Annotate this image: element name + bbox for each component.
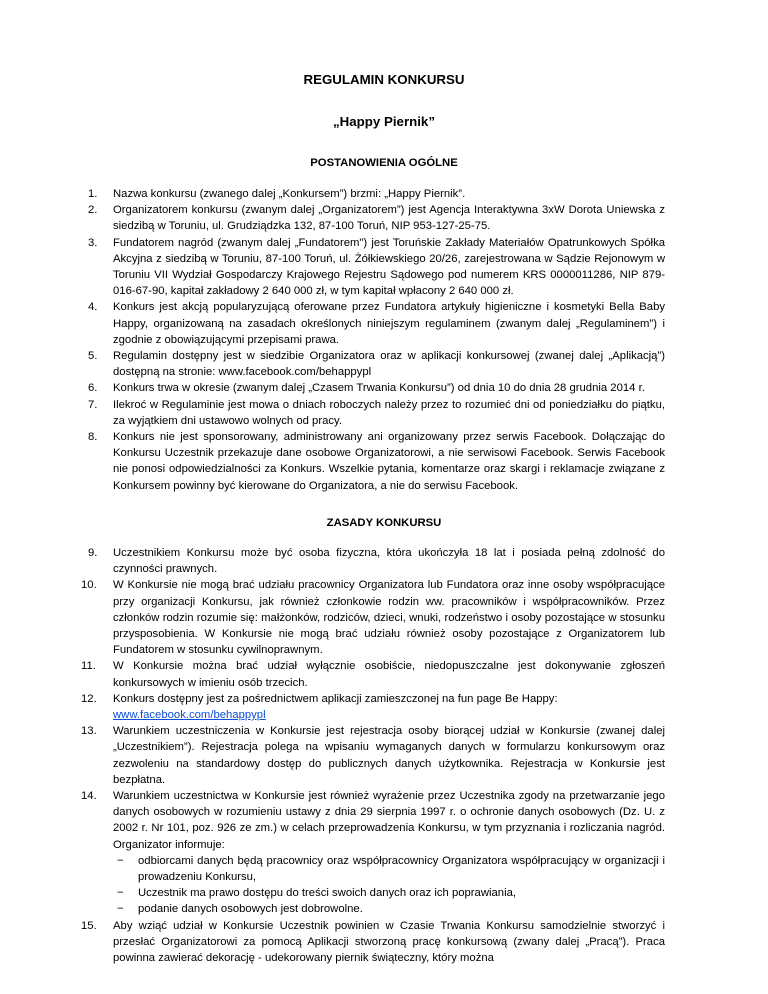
item-number: 5.	[88, 350, 98, 363]
item-text: Nazwa konkursu (zwanego dalej „Konkursem”) brzmi: „Happy Piernik”.	[113, 188, 466, 200]
list-item	[88, 202, 665, 234]
section-general-list	[88, 186, 665, 494]
sub-list-item	[113, 885, 665, 901]
list-item	[88, 348, 665, 380]
item-number: 2.	[88, 204, 98, 217]
list-item	[88, 380, 665, 396]
item-number: 7.	[88, 398, 98, 411]
sub-list	[113, 853, 665, 918]
item-number: 11.	[81, 660, 96, 673]
item-number: 6.	[88, 382, 98, 395]
item-text: Uczestnikiem Konkursu może być osoba fizyczna, która ukończyła 18 lat i posiada pełną zdolność do czynności prawnych.	[113, 547, 665, 576]
list-item	[81, 918, 665, 967]
item-number: 13.	[81, 725, 97, 738]
item-number: 10.	[81, 579, 97, 592]
document-title: REGULAMIN KONKURSU	[303, 72, 465, 87]
list-item	[88, 235, 665, 300]
item-text: W Konkursie można brać udział wyłącznie osobiście, niedopuszczalne jest dokonywanie zgłoszeń konkursowych w imieniu osób trzecich.	[113, 660, 665, 689]
dash-bullet: −	[117, 854, 124, 867]
dash-bullet: −	[117, 903, 124, 916]
list-item	[81, 723, 665, 788]
item-text: Konkurs nie jest sponsorowany, administrowany ani organizowany przez serwis Facebook. Dołączając do Konkursu Uczestnik przekazuje dane osobowe Organizatorowi, a nie serwisowi Facebook. Serwis Facebook nie ponosi odpowiedzialności za Konkurs. Wszelkie pytania, komentarze oraz skargi i reklamacje związane z Konkursem powinny być kierowane do Organizatora, a nie do serwisu Facebook.	[113, 431, 665, 492]
list-item	[88, 299, 665, 348]
item-text: Warunkiem uczestnictwa w Konkursie jest również wyrażenie przez Uczestnika zgody na przetwarzanie jego danych osobowych w rozumieniu ustawy z dnia 29 sierpnia 1997 r. o ochronie danych osobowych (Dz. U. z 2002 r. Nr 101, poz. 926 ze zm.) w celach przeprowadzenia Konkursu, w tym przyznania i rozliczania nagród. Organizator informuje:	[113, 790, 665, 851]
item-text: Regulamin dostępny jest w siedzibie Organizatora oraz w aplikacji konkursowej (zwanej dalej „Aplikacją”) dostępną na stronie: www.facebook.com/behappypl	[113, 350, 665, 379]
sub-item-text: Uczestnik ma prawo dostępu do treści swoich danych oraz ich poprawiania,	[138, 887, 517, 900]
section-heading-rules: ZASADY KONKURSU	[326, 517, 442, 529]
item-text: Fundatorem nagród (zwanym dalej „Fundatorem") jest Toruńskie Zakłady Materiałów Opatrunkowych Spółka Akcyjna z siedzibą w Toruniu, 87-100 Toruń, ul. Żółkiewskiego 20/26, zarejestrowana w Sądzie Rejonowym w Toruniu VII Wydział Gospodarczy Krajowego Rejestru Sądowego pod numerem KRS 0000011286, NIP 879-016-67-90, kapitał zakładowy 2 640 000 zł, w tym kapitał wpłacony 2 640 000 zł.	[113, 236, 665, 298]
sub-item-text: podanie danych osobowych jest dobrowolne.	[138, 903, 363, 916]
list-item	[88, 186, 665, 202]
item-text: Ilekroć w Regulaminie jest mowa o dniach roboczych należy przez to rozumieć dni od poniedziałku do piątku, za wyjątkiem dni ustawowo wolnych od pracy.	[113, 398, 665, 427]
item-number: 14.	[81, 790, 97, 803]
list-item	[81, 691, 665, 723]
item-text: Warunkiem uczestniczenia w Konkursie jest rejestracja osoby biorącej udział w Konkursie (zwanej dalej „Uczestnikiem”). Rejestracja polega na wpisaniu wymaganych danych w formularzu konkursowym oraz zezwoleniu na standardowy dostęp do publicznych danych użytkownika. Rejestracja w Konkursie jest bezpłatna.	[113, 725, 665, 786]
item-number: 8.	[88, 431, 98, 444]
item-number: 1.	[88, 188, 98, 200]
item-number: 3.	[88, 236, 98, 249]
sub-list-item	[113, 853, 665, 885]
item-text: Konkurs jest akcją popularyzującą oferowane przez Fundatora artykuły higieniczne i kosmetyki Bella Baby Happy, organizowaną na zasadach określonych niniejszym regulaminem (zwanym dalej „Regulaminem”) i zgodnie z obowiązującymi przepisami prawa.	[113, 301, 665, 346]
list-item	[81, 658, 665, 690]
facebook-link[interactable]: www.facebook.com/behappypl	[113, 709, 266, 722]
item-number: 9.	[88, 547, 98, 559]
item-text: Konkurs dostępny jest za pośrednictwem aplikacji zamieszczonej na fun page Be Happy:	[113, 692, 558, 705]
list-item	[88, 545, 665, 577]
list-item	[88, 429, 665, 494]
list-item	[81, 577, 665, 658]
item-text: Organizatorem konkursu (zwanym dalej „Organizatorem”) jest Agencja Interaktywna 3xW Dorota Uniewska z siedzibą w Toruniu, ul. Grudziądzka 132, 87-100 Toruń, NIP 953-127-25-75.	[113, 204, 665, 233]
item-number: 15.	[81, 919, 97, 932]
item-text: Konkurs trwa w okresie (zwanym dalej „Czasem Trwania Konkursu”) od dnia 10 do dnia 28 grudnia 2014 r.	[113, 382, 645, 395]
list-item	[81, 788, 665, 918]
document-subtitle: „Happy Piernik”	[333, 114, 435, 129]
item-number: 4.	[88, 301, 98, 314]
sub-list-item	[113, 901, 665, 917]
section-heading-general: POSTANOWIENIA OGÓLNE	[310, 157, 458, 169]
item-text: Aby wziąć udział w Konkursie Uczestnik powinien w Czasie Trwania Konkursu samodzielnie stworzyć i przesłać Organizatorowi za pomocą Aplikacji stworzoną pracę konkursową (zwany dalej „Pracą”). Praca powinna zawierać dekorację - udekorowany piernik świąteczny, który można	[113, 919, 665, 965]
dash-bullet: −	[117, 887, 124, 900]
list-item	[88, 397, 665, 429]
item-number: 12.	[81, 692, 97, 705]
item-text: W Konkursie nie mogą brać udziału pracownicy Organizatora lub Fundatora oraz inne osoby współpracujące przy organizacji Konkursu, jak również członkowie rodzin ww. pracowników i współpracowników. Przez członków rodzin rozumie się: małżonków, rodziców, dzieci, wnuki, rodzeństwo i osoby pozostające w stosunku przysposobienia. W Konkursie nie mogą brać udziału również osoby pozostające z Organizatorem lub Fundatorem w stosunku cywilnoprawnym.	[113, 579, 665, 657]
section-rules-list	[81, 545, 665, 966]
sub-item-text: odbiorcami danych będą pracownicy oraz współpracownicy Organizatora współpracujący w organizacji i prowadzeniu Konkursu,	[138, 854, 665, 884]
